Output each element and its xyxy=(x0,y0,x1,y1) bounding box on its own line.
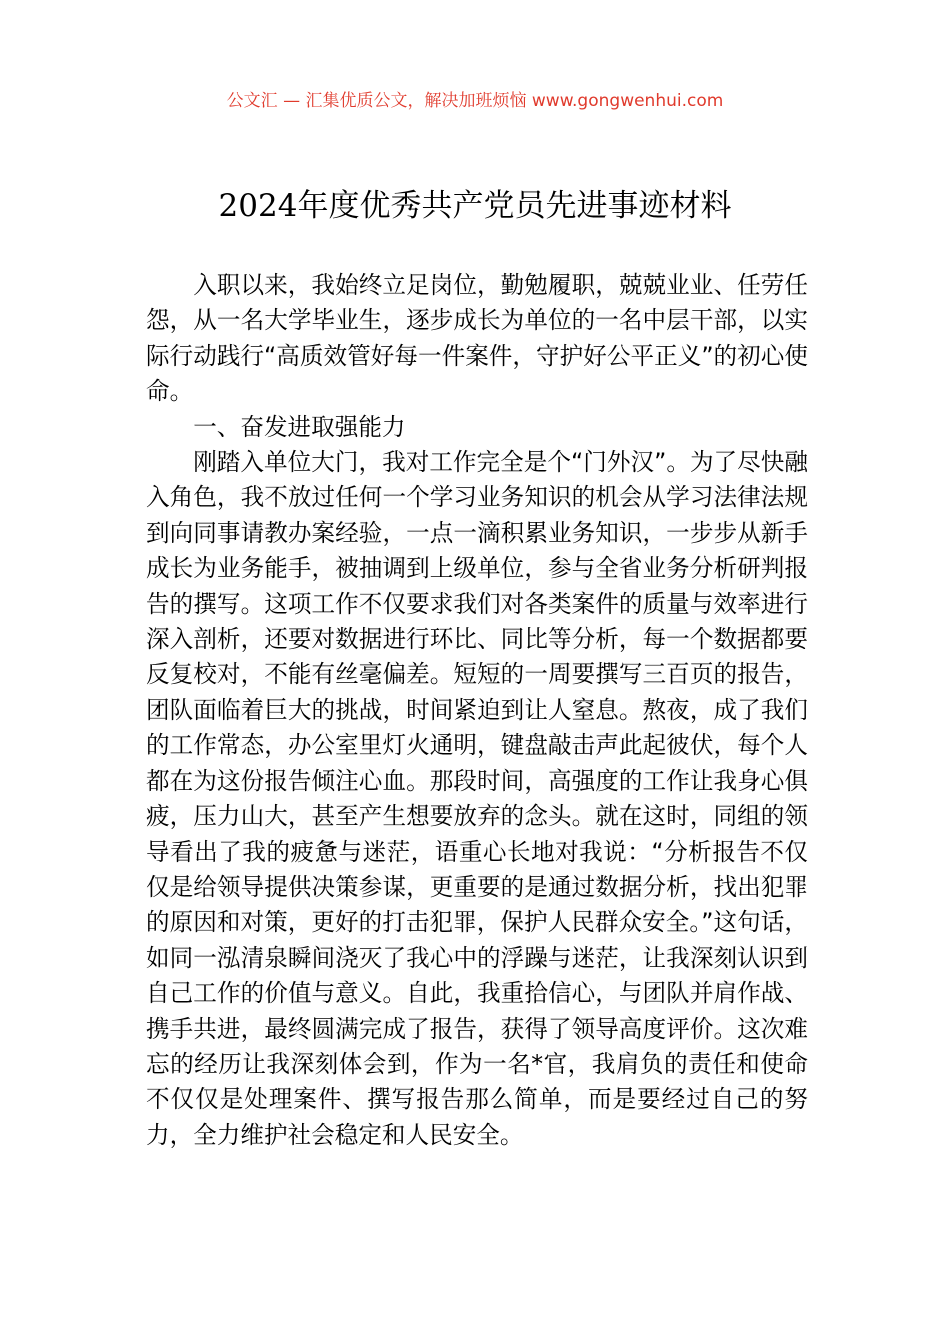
paragraph-intro: 入职以来，我始终立足岗位，勤勉履职，兢兢业业、任劳任怨，从一名大学毕业生，逐步成长为单位的一名中层干部，以实际行动践行“高质效管好每一件案件，守护好公平正义”的初心使命。 xyxy=(146,271,808,406)
site-header-banner: 公文汇 — 汇集优质公文，解决加班烦恼 www.gongwenhui.com xyxy=(226,91,724,111)
document-title: 2024年度优秀共产党员先进事迹材料 xyxy=(218,188,732,224)
document-body xyxy=(146,268,808,1153)
paragraph-main: 刚踏入单位大门，我对工作完全是个“门外汉”。为了尽快融入角色，我不放过任何一个学习业务知识的机会从学习法律法规到向同事请教办案经验，一点一滴积累业务知识，一步步从新手成长为业务能手，被抽调到上级单位，参与全省业务分析研判报告的撰写。这项工作不仅要求我们对各类案件的质量与效率进行深入剖析，还要对数据进行环比、同比等分析，每一个数据都要反复校对，不能有丝毫偏差。短短的一周要撰写三百页的报告，团队面临着巨大的挑战，时间紧迫到让人窒息。熬夜，成了我们的工作常态，办公室里灯火通明，键盘敲击声此起彼伏，每个人都在为这份报告倾注心血。那段时间，高强度的工作让我身心俱疲，压力山大，甚至产生想要放弃的念头。就在这时，同组的领导看出了我的疲惫与迷茫，语重心长地对我说：“分析报告不仅仅是给领导提供决策参谋，更重要的是通过数据分析，找出犯罪的原因和对策，更好的打击犯罪，保护人民群众安全。”这句话，如同一泓清泉瞬间浇灭了我心中的浮躁与迷茫，让我深刻认识到自己工作的价值与意义。自此，我重拾信心，与团队并肩作战、携手共进，最终圆满完成了报告，获得了领导高度评价。这次难忘的经历让我深刻体会到，作为一名*官，我肩负的责任和使命不仅仅是处理案件、撰写报告那么简单，而是要经过自己的努力，全力维护社会稳定和人民安全。 xyxy=(146,448,808,1149)
section-heading: 一、奋发进取强能力 xyxy=(193,412,406,441)
